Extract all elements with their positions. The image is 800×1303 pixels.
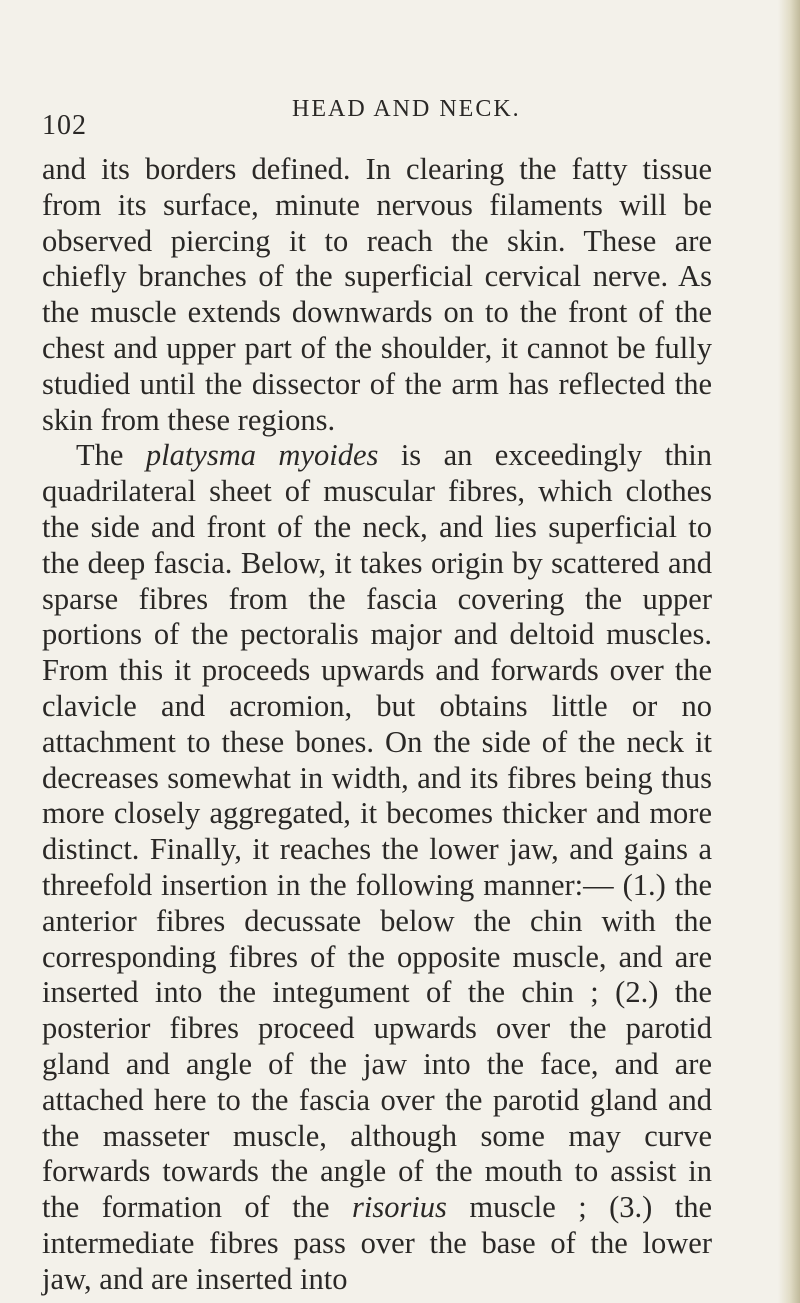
paragraph-1: and its borders defined. In clearing the fatty tissue from its surface, minute nervous filaments will be observed piercing it to reach the skin. These are chiefly branches of the superficial cervical nerve. As the muscle extends downwards on to the front of the chest and upper part of the shoulder, it cannot be fully studied until the dissector of the arm has reflected the skin from these regions. <box>42 152 712 437</box>
paragraph-2-lead: The <box>76 438 124 473</box>
page-header <box>42 96 742 141</box>
term-risorius: risorius <box>351 1190 447 1225</box>
page-edge-shadow <box>778 0 800 1303</box>
term-platysma-myoides: platysma myoides <box>145 438 379 473</box>
page-number: 102 <box>42 110 87 141</box>
running-head: HEAD AND NECK. <box>292 96 521 122</box>
paragraph-2-text-b: muscle ; (3.) the intermediate fibres pass over the base of the lower jaw, and are inserted into <box>42 1190 713 1296</box>
paragraph-2 <box>42 438 712 1297</box>
body-text <box>42 152 712 1298</box>
paragraph-2-text-a: is an exceedingly thin quadrilateral sheet of muscular fibres, which clothes the side and front of the neck, and lies superficial to the deep fascia. Below, it takes origin by scattered and sparse fibres from the fascia covering the upper portions of the pectoralis major and deltoid muscles. From this it proceeds upwards and forwards over the clavicle and acromion, but obtains little or no attachment to these bones. On the side of the neck it decreases somewhat in width, and its fibres being thus more closely aggregated, it becomes thicker and more distinct. Finally, it reaches the lower jaw, and gains a threefold insertion in the following manner:— (1.) the anterior fibres decussate below the chin with the corresponding fibres of the opposite muscle, and are inserted into the integument of the chin ; (2.) the posterior fibres proceed upwards over the parotid gland and angle of the jaw into the face, and are attached here to the fascia over the parotid gland and the masseter muscle, although some may curve forwards towards the angle of the mouth to assist in the formation of the <box>42 438 713 1225</box>
